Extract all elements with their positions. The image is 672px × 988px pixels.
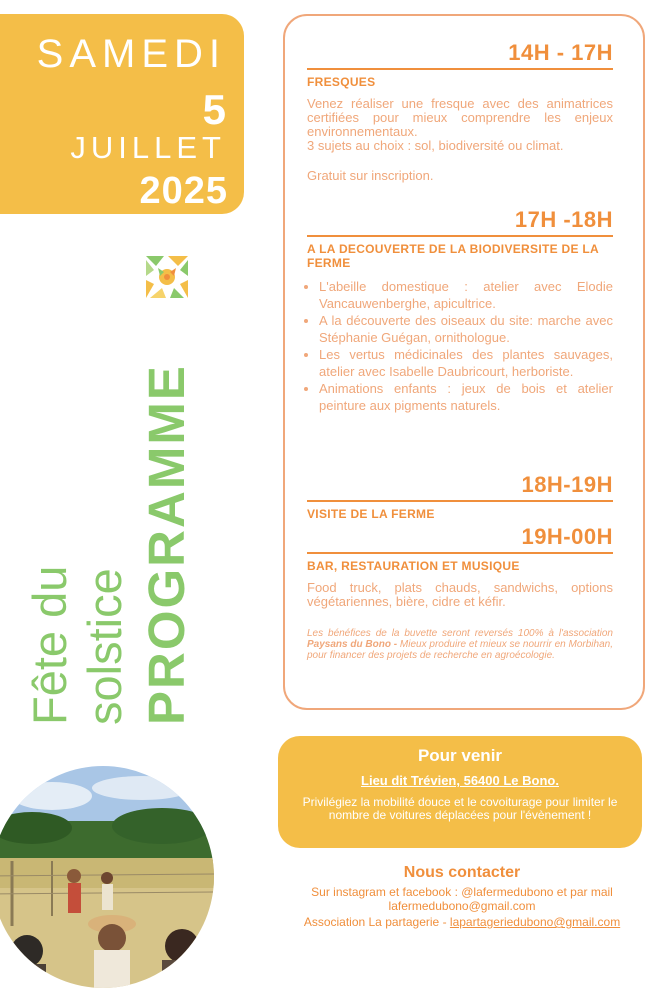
slot-heading: BAR, RESTAURATION ET MUSIQUE <box>307 559 520 573</box>
slot-text: Venez réaliser une fresque avec des animatrices certifiées pour mieux comprendre les enjeux environnementaux. <box>307 96 613 139</box>
association-email-link[interactable]: lapartageriedubono@gmail.com <box>449 915 621 929</box>
contact-social: Sur instagram et facebook : @lafermedubono et par mail <box>311 885 613 899</box>
slot-text: Food truck, plats chauds, sandwichs, options végétariennes, bière, cidre et kéfir. <box>307 580 613 609</box>
slot-heading: VISITE DE LA FERME <box>307 507 435 521</box>
contact-email[interactable]: lafermedubono@gmail.com <box>388 899 536 913</box>
list-item: • A la découverte des oiseaux du site: marche avec Stéphanie Guégan, ornithologue. <box>319 312 613 346</box>
program-slot <box>307 524 613 609</box>
activity-list <box>307 278 613 414</box>
event-title-line2: solstice <box>78 568 131 725</box>
farm-photo <box>0 766 214 988</box>
programme-box <box>283 14 645 710</box>
directions-box <box>278 736 642 848</box>
proceeds-note <box>307 628 613 661</box>
slot-heading: FRESQUES <box>307 75 376 89</box>
slot-description <box>307 97 613 183</box>
date-banner <box>0 14 244 214</box>
slot-text: 3 sujets au choix : sol, biodiversité ou climat. <box>307 138 564 153</box>
programme-title: PROGRAMME <box>138 364 195 725</box>
farm-photo-image <box>0 766 214 988</box>
directions-text: Privilégiez la mobilité douce et le covoiturage pour limiter le nombre de voitures déplacées pour l'évènement ! <box>302 795 618 822</box>
slot-time: 14H - 17H <box>307 40 613 70</box>
slot-time: 17H -18H <box>307 207 613 237</box>
contact-association <box>272 915 652 929</box>
slot-time: 18H-19H <box>307 472 613 502</box>
program-slot <box>307 40 613 183</box>
note-association: Paysans du Bono - <box>307 639 400 650</box>
list-item: • Animations enfants : jeux de bois et atelier peinture aux pigments naturels. <box>319 380 613 414</box>
slot-heading: A LA DECOUVERTE DE LA BIODIVERSITE DE LA FERME <box>307 242 599 270</box>
program-slot <box>307 207 613 414</box>
event-title-line1: Fête du <box>23 565 76 725</box>
flower-logo-icon <box>144 254 190 300</box>
note-text: Mieux produire et mieux se nourrir en Morbihan, pour financer des projets de recherche en agroécologie. <box>307 639 613 661</box>
slot-text: Gratuit sur inscription. <box>307 168 434 183</box>
date-day-name: SAMEDI <box>36 32 226 76</box>
date-day: 5 <box>202 86 226 133</box>
slot-time: 19H-00H <box>307 524 613 554</box>
note-text: Les bénéfices de la buvette seront reversés 100% à l'association <box>307 628 613 639</box>
date-month: JUILLET <box>70 130 226 165</box>
directions-address-link[interactable]: Lieu dit Trévien, 56400 Le Bono. <box>361 773 559 788</box>
contact-section <box>272 864 652 929</box>
contact-title: Nous contacter <box>403 864 521 881</box>
program-slot <box>307 472 613 521</box>
list-item: • L'abeille domestique : atelier avec Elodie Vancauwenberghe, apicultrice. <box>319 278 613 312</box>
list-item: • Les vertus médicinales des plantes sauvages, atelier avec Isabelle Daubricourt, herboriste. <box>319 346 613 380</box>
slot-description <box>307 581 613 609</box>
directions-title: Pour venir <box>417 746 503 765</box>
association-label: Association La partagerie - <box>303 915 450 929</box>
date-year: 2025 <box>139 170 228 212</box>
